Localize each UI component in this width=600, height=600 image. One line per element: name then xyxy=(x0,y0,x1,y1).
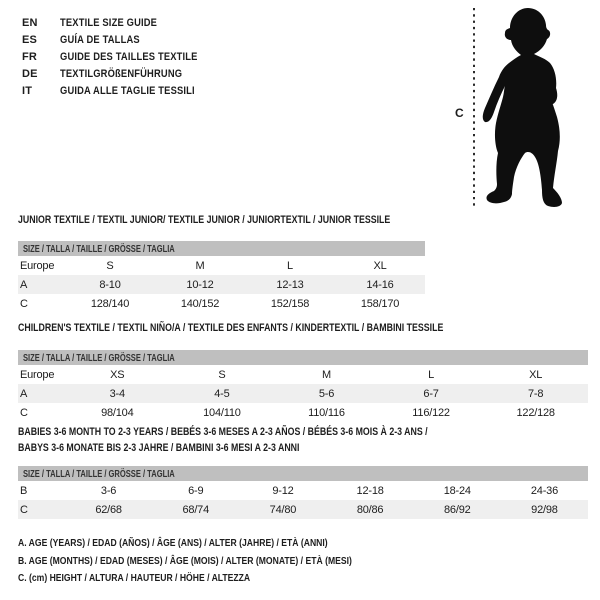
footnote-b: B. AGE (MONTHS) / EDAD (MESES) / ÂGE (MOIS) / ALTER (MONATE) / ETÀ (MESI) xyxy=(18,554,352,567)
size-header-bar xyxy=(18,350,588,365)
row-label: A xyxy=(20,278,28,291)
size-header-label: SIZE / TALLA / TAILLE / GRÖSSE / TAGLIA xyxy=(23,242,175,255)
age-cell: 18-24 xyxy=(443,484,471,497)
language-code: DE xyxy=(22,67,38,80)
height-cell: 128/140 xyxy=(90,297,130,310)
row-label: Europe xyxy=(20,259,55,272)
size-header-bar xyxy=(18,466,588,481)
height-cell: 74/80 xyxy=(269,503,297,516)
language-title: GUIDA ALLE TAGLIE TESSILI xyxy=(60,84,195,97)
height-cell: 68/74 xyxy=(182,503,210,516)
height-cell: 104/110 xyxy=(203,406,241,419)
age-cell: 12-13 xyxy=(276,278,304,291)
row-label: Europe xyxy=(20,368,55,381)
language-title: TEXTILE SIZE GUIDE xyxy=(60,16,158,29)
height-cell: 80/86 xyxy=(356,503,384,516)
language-code: IT xyxy=(22,84,33,97)
size-header-label: SIZE / TALLA / TAILLE / GRÖSSE / TAGLIA xyxy=(23,467,175,480)
size-cell: M xyxy=(195,259,205,272)
baby-silhouette-shape xyxy=(483,8,562,207)
footnote-c: C. (cm) HEIGHT / ALTURA / HAUTEUR / HÖHE / ALTEZZA xyxy=(18,572,251,584)
table-row-europe xyxy=(18,365,588,384)
age-cell: 6-7 xyxy=(423,387,439,400)
size-header-bar xyxy=(18,241,425,256)
age-cell: 12-18 xyxy=(356,484,384,497)
height-cell: 140/152 xyxy=(180,297,220,310)
row-label: C xyxy=(20,297,28,310)
junior-textile-section xyxy=(18,214,425,316)
table-row-height xyxy=(18,403,588,422)
row-label: B xyxy=(20,484,28,497)
language-row-it xyxy=(22,82,222,99)
age-cell: 24-36 xyxy=(530,484,559,497)
age-cell: 5-6 xyxy=(318,387,335,400)
size-cell: S xyxy=(218,368,226,381)
height-cell: 86/92 xyxy=(444,503,471,516)
size-cell: S xyxy=(106,259,114,272)
age-cell: 10-12 xyxy=(186,278,214,291)
section-title: JUNIOR TEXTILE / TEXTIL JUNIOR/ TEXTILE JUNIOR / JUNIORTEXTIL / JUNIOR TESSILE xyxy=(18,214,391,226)
language-row-es xyxy=(22,31,222,48)
language-row-fr xyxy=(22,48,222,65)
height-cell: 62/68 xyxy=(95,503,122,516)
row-label: C xyxy=(20,503,28,516)
age-cell: 8-10 xyxy=(99,278,121,291)
table-row-age-months xyxy=(18,481,588,500)
height-cell: 116/122 xyxy=(412,406,450,419)
babies-textile-section xyxy=(18,426,588,522)
footnote-legend xyxy=(18,535,425,588)
size-cell: L xyxy=(428,368,435,381)
size-cell: M xyxy=(322,368,331,381)
language-title: GUIDE DES TAILLES TEXTILE xyxy=(60,50,198,63)
language-title: TEXTILGRÖßENFÜHRUNG xyxy=(60,67,183,80)
language-code: FR xyxy=(22,50,38,63)
children-textile-section xyxy=(18,322,588,425)
size-cell: XL xyxy=(373,259,387,272)
language-header xyxy=(22,14,222,99)
table-row-age xyxy=(18,275,425,294)
size-cell: XL xyxy=(529,368,543,381)
section-title-line1: BABIES 3-6 MONTH TO 2-3 YEARS / BEBÉS 3-6 MESES A 2-3 AÑOS / BÉBÉS 3-6 MOIS À 2-3 ANS / xyxy=(18,426,428,438)
age-cell: 3-6 xyxy=(100,484,117,497)
row-label: A xyxy=(20,387,28,400)
size-cell: L xyxy=(287,259,293,272)
age-cell: 7-8 xyxy=(528,387,544,400)
language-code: ES xyxy=(22,33,38,46)
baby-silhouette-icon xyxy=(440,0,600,240)
height-cell: 110/116 xyxy=(308,406,345,419)
age-cell: 4-5 xyxy=(214,387,230,400)
size-cell: XS xyxy=(110,368,125,381)
age-cell: 3-4 xyxy=(109,387,125,400)
height-measure-label: C xyxy=(455,106,464,120)
table-row-europe xyxy=(18,256,425,275)
age-cell: 14-16 xyxy=(366,278,394,291)
section-title-line2: BABYS 3-6 MONATE BIS 2-3 JAHRE / BAMBINI 3-6 MESI A 2-3 ANNI xyxy=(18,442,300,454)
table-row-height xyxy=(18,500,588,519)
row-label: C xyxy=(20,406,28,419)
language-row-en xyxy=(22,14,222,31)
language-title: GUÍA DE TALLAS xyxy=(60,33,140,46)
table-row-age xyxy=(18,384,588,403)
footnote-a: A. AGE (YEARS) / EDAD (AÑOS) / ÂGE (ANS) / ALTER (JAHRE) / ETÀ (ANNI) xyxy=(18,537,328,549)
age-cell: 9-12 xyxy=(272,484,294,497)
table-row-height xyxy=(18,294,425,313)
height-cell: 158/170 xyxy=(360,297,400,310)
language-code: EN xyxy=(22,16,38,29)
height-cell: 92/98 xyxy=(531,503,558,516)
section-title: CHILDREN'S TEXTILE / TEXTIL NIÑO/A / TEXTILE DES ENFANTS / KINDERTEXTIL / BAMBINI TESSILE xyxy=(18,322,444,334)
age-cell: 6-9 xyxy=(188,484,204,497)
height-cell: 98/104 xyxy=(101,406,134,419)
height-cell: 152/158 xyxy=(270,297,310,310)
size-header-label: SIZE / TALLA / TAILLE / GRÖSSE / TAGLIA xyxy=(23,351,175,364)
height-cell: 122/128 xyxy=(516,406,555,419)
language-row-de xyxy=(22,65,222,82)
